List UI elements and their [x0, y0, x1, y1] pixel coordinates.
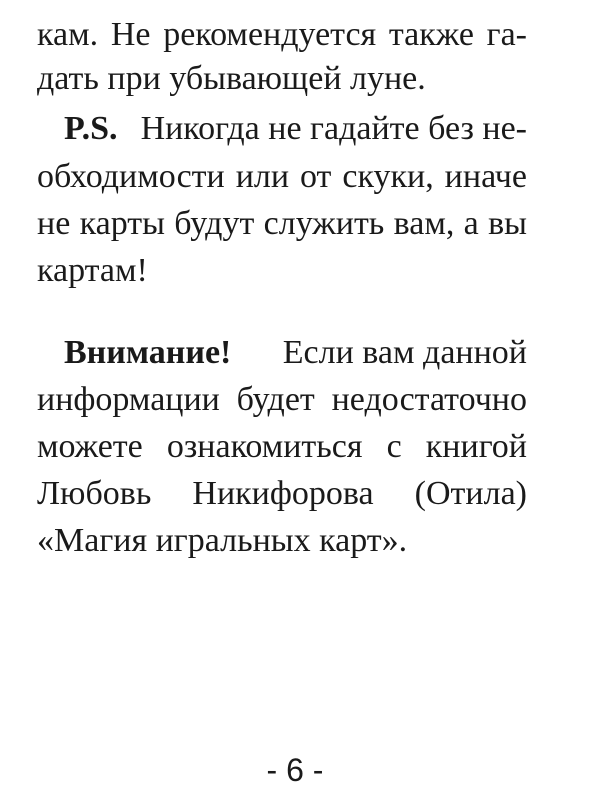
text-line-5: картам!: [37, 252, 148, 289]
ps-text: Никогда не гадайте без не-: [140, 110, 527, 147]
text-line-7: можете ознакомиться с книгой: [37, 428, 527, 465]
notice-text: Если вам данной: [282, 334, 527, 371]
text-line-6: информации будет недостаточно: [37, 381, 527, 418]
notice-paragraph-first-line: [64, 330, 527, 376]
text-line-2: дать при убывающей луне.: [37, 60, 426, 97]
ps-label: P.S.: [64, 110, 118, 147]
page-number: - 6 -: [266, 752, 324, 788]
text-line-1: кам. Не рекомендуется также га-: [37, 16, 527, 53]
text-line-3: обходимости или от скуки, иначе: [37, 158, 527, 195]
ps-paragraph-first-line: [64, 106, 527, 152]
text-line-8: Любовь Никифорова (Отила): [37, 475, 527, 512]
text-line-9: «Магия игральных карт».: [37, 522, 408, 559]
text-line-4: не карты будут служить вам, а вы: [37, 205, 527, 242]
notice-label: Внимание!: [64, 334, 232, 371]
